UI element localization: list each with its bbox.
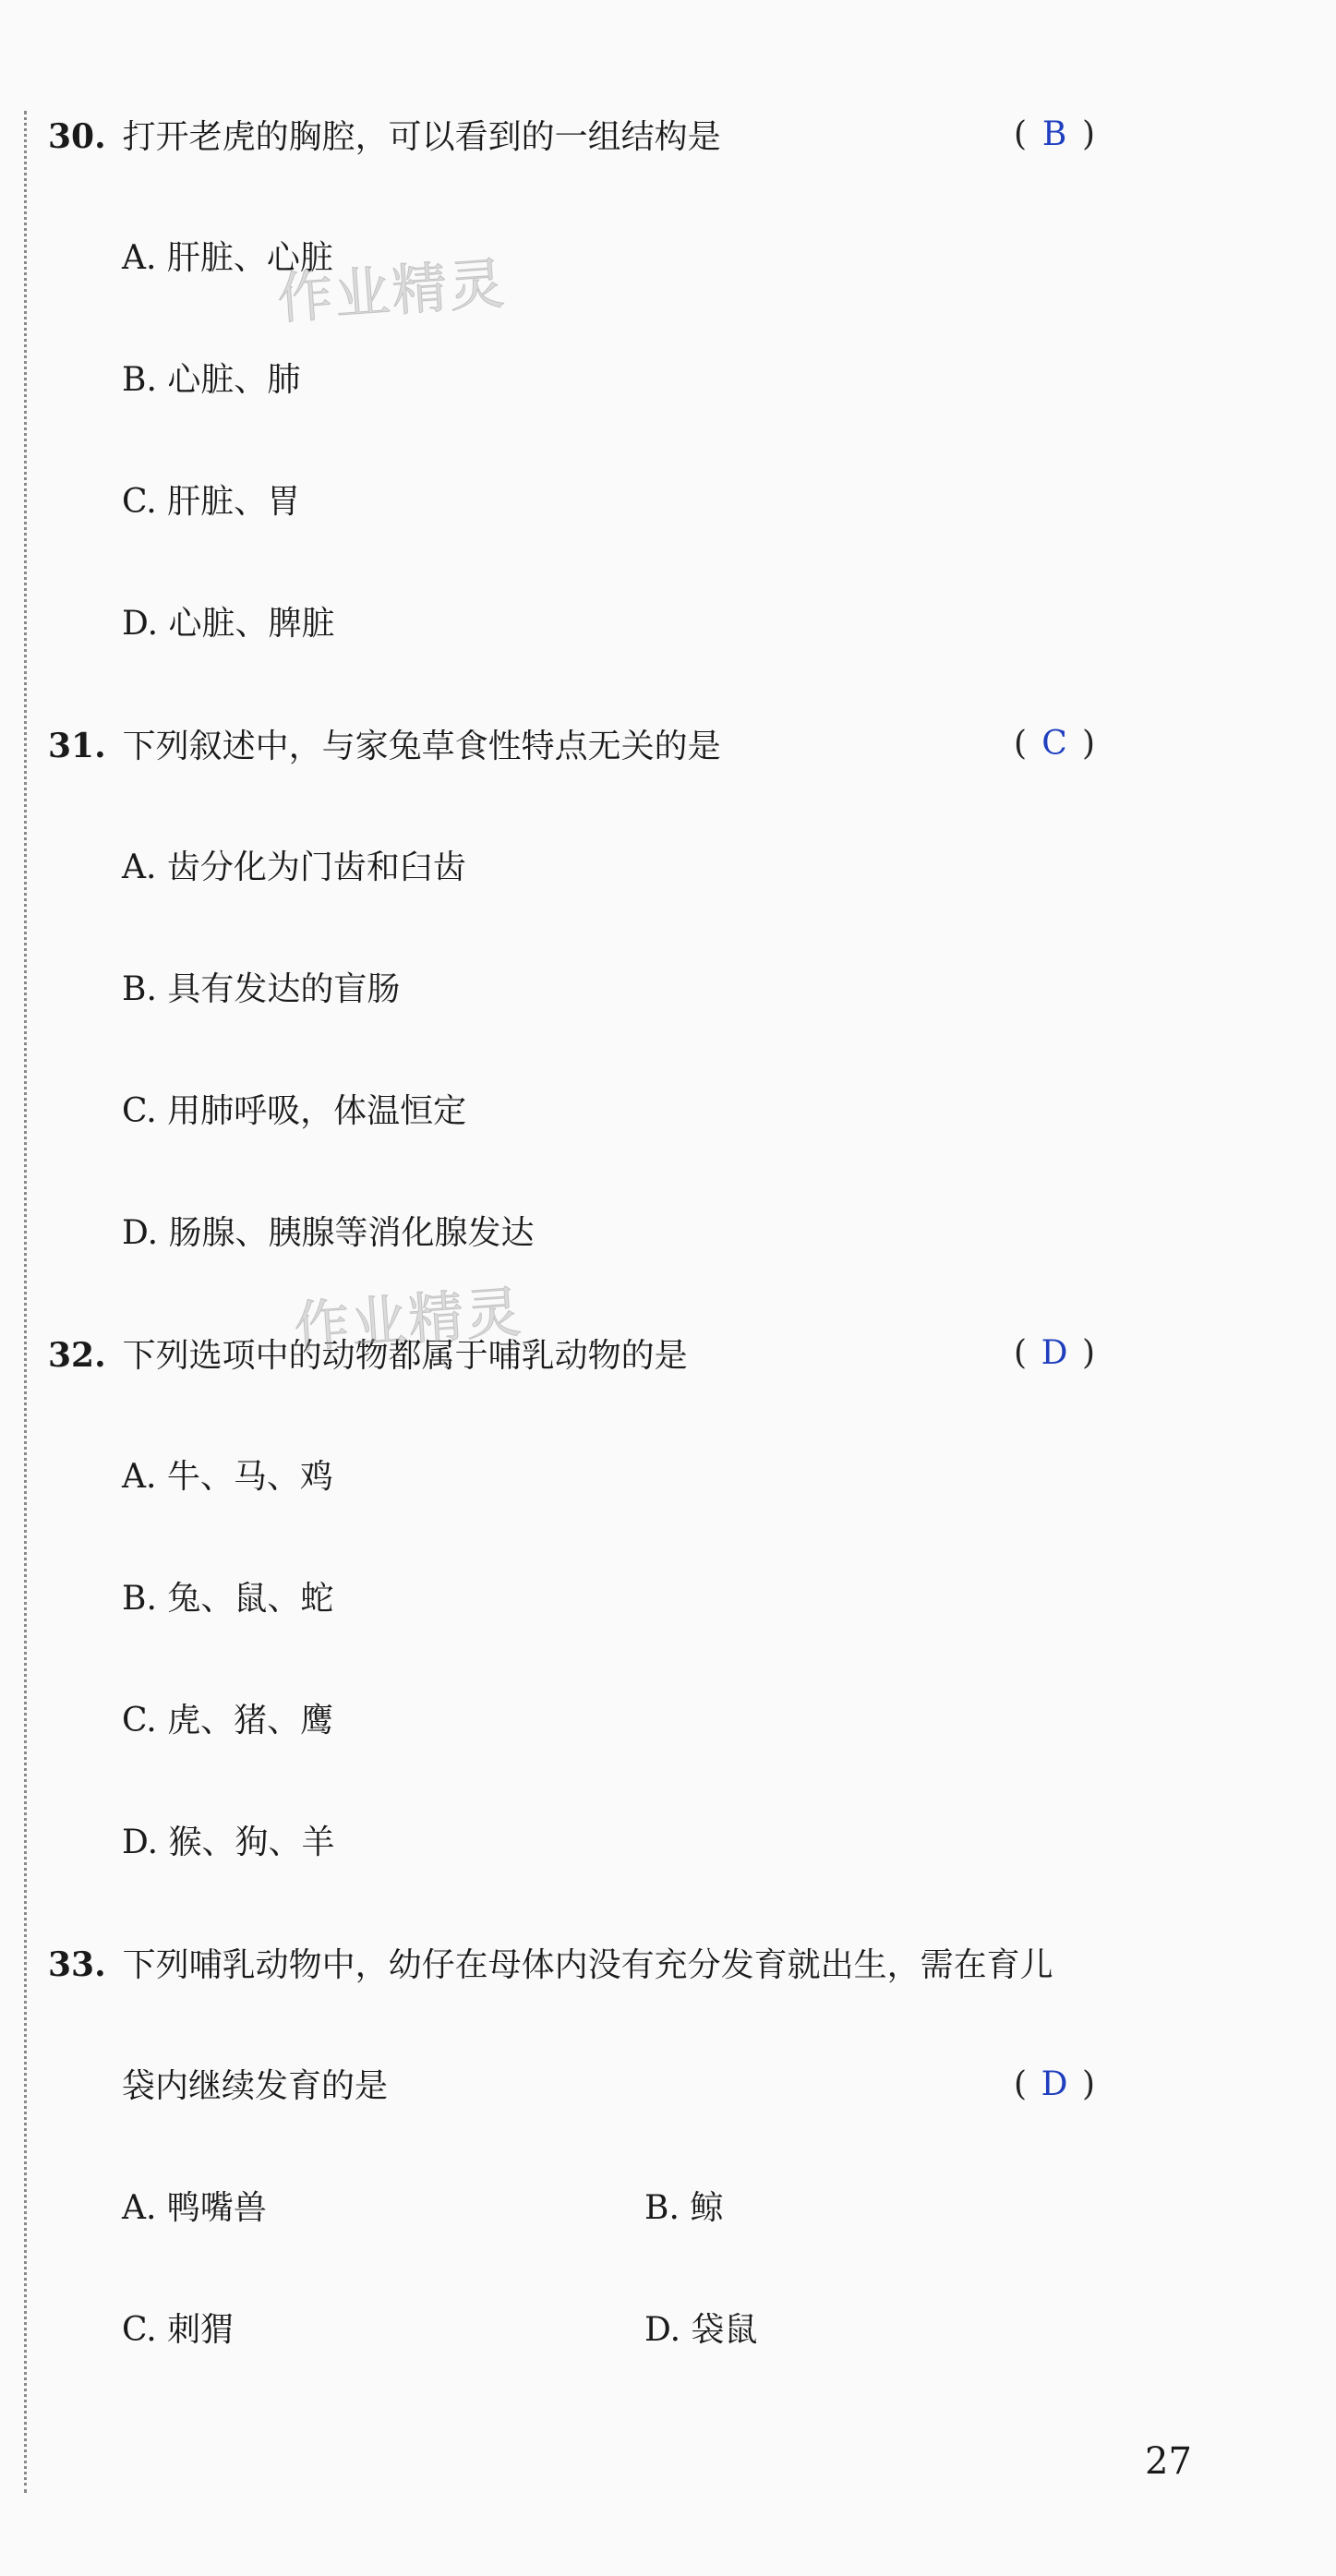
option-31-c: C. 用肺呼吸，体温恒定 <box>122 1092 467 1130</box>
option-30-a: A. 肝脏、心脏 <box>122 239 333 277</box>
question-text: 打开老虎的胸腔，可以看到的一组结构是 <box>122 118 721 156</box>
answer-letter: C <box>1041 725 1067 763</box>
option-32-d: D. 猴、狗、羊 <box>122 1824 335 1861</box>
answer-letter: D <box>1041 1334 1068 1372</box>
option-30-d: D. 心脏、脾脏 <box>122 605 335 643</box>
option-33-d: D. 袋鼠 <box>644 2311 758 2349</box>
question-33-stem <box>48 1944 1053 1986</box>
question-text: 下列叙述中，与家兔草食性特点无关的是 <box>122 728 721 765</box>
option-32-b: B. 兔、鼠、蛇 <box>122 1580 334 1618</box>
question-31-stem <box>48 726 721 767</box>
question-33-stem-continued: 袋内继续发育的是 <box>122 2067 389 2105</box>
option-33-b: B. 鲸 <box>644 2189 724 2227</box>
answer-letter: B <box>1041 115 1067 153</box>
question-text: 下列选项中的动物都属于哺乳动物的是 <box>122 1337 688 1375</box>
question-number: 32. <box>48 1336 106 1375</box>
option-30-b: B. 心脏、肺 <box>122 361 301 399</box>
option-32-a: A. 牛、马、鸡 <box>122 1458 333 1496</box>
question-30-stem <box>48 116 721 158</box>
option-31-d: D. 肠腺、胰腺等消化腺发达 <box>122 1214 535 1252</box>
question-number: 33. <box>48 1945 106 1984</box>
question-number: 30. <box>48 117 106 156</box>
page-number: 27 <box>1145 2440 1192 2483</box>
question-text: 下列哺乳动物中，幼仔在母体内没有充分发育就出生，需在育儿 <box>122 1946 1053 1984</box>
answer-33: ( D ) <box>1014 2065 1096 2103</box>
option-32-c: C. 虎、猪、鹰 <box>122 1702 334 1739</box>
option-30-c: C. 肝脏、胃 <box>122 483 301 521</box>
answer-32: ( D ) <box>1014 1334 1096 1372</box>
option-33-c: C. 刺猬 <box>122 2311 235 2349</box>
question-number: 31. <box>48 727 106 765</box>
watermark: 作业精灵 <box>275 251 509 332</box>
answer-31: ( C ) <box>1014 725 1096 763</box>
binding-margin-line <box>24 111 27 2493</box>
answer-30: ( B ) <box>1014 115 1096 153</box>
watermark: 作业精灵 <box>292 1280 525 1361</box>
option-33-a: A. 鸭嘴兽 <box>122 2189 267 2227</box>
answer-letter: D <box>1041 2065 1068 2103</box>
option-31-b: B. 具有发达的盲肠 <box>122 970 401 1008</box>
option-31-a: A. 齿分化为门齿和臼齿 <box>122 849 466 886</box>
